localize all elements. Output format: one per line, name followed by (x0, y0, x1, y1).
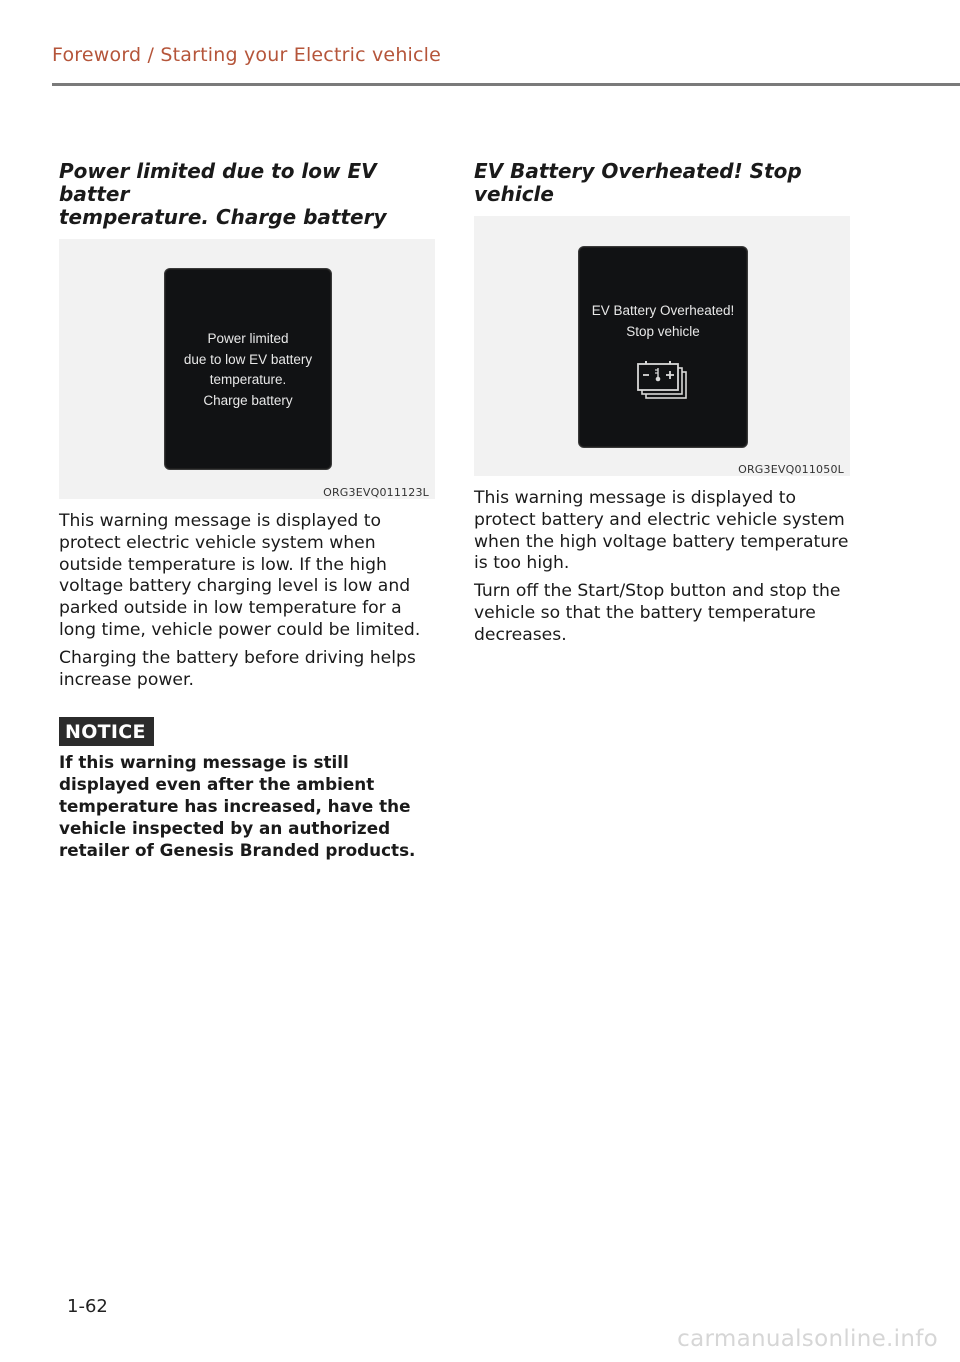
display-line: Stop vehicle (626, 323, 700, 339)
display-line: Power limited (207, 331, 289, 346)
display-message (579, 301, 747, 342)
heading-line-1: EV Battery Overheated! Stop vehicle (474, 159, 802, 206)
section-heading-battery-overheated (474, 160, 850, 206)
paragraph: This warning message is displayed to protect electric vehicle system when outside temperature is low. If the high voltage battery charging level is low and parked outside in low temperature for a long time, vehicle power could be limited. (59, 511, 421, 640)
watermark: carmanualsonline.info (677, 1326, 938, 1352)
notice-badge: NOTICE (59, 717, 154, 746)
display-message (165, 329, 331, 411)
figure-power-limited (59, 239, 435, 499)
cluster-display (164, 268, 332, 470)
paragraph: This warning message is displayed to protect battery and electric vehicle system when the high voltage battery temperature is too high. (474, 488, 849, 574)
paragraph: Charging the battery before driving helps increase power. (59, 647, 416, 690)
heading-line-2: temperature. Charge battery (59, 205, 387, 229)
heading-line-1: Power limited due to low EV batter (59, 159, 377, 206)
display-line: due to low EV battery (183, 351, 313, 367)
display-line: Charge battery (203, 392, 293, 408)
notice-text: If this warning message is still displayed even after the ambient temperature has increased, have the vehicle inspected by an authorized retailer of Genesis Branded products. (59, 752, 416, 860)
page-number: 1-62 (67, 1296, 108, 1317)
figure-code: ORG3EVQ011123L (323, 486, 429, 499)
figure-battery-overheated (474, 216, 850, 476)
left-column (59, 160, 435, 878)
figure-code: ORG3EVQ011050L (738, 463, 844, 476)
display-line: temperature. (209, 372, 287, 387)
cluster-display (578, 246, 748, 448)
header-title: Foreword / Starting your Electric vehicle (52, 44, 442, 66)
battery-overheat-icon (636, 360, 692, 402)
display-line: EV Battery Overheated! (591, 303, 735, 318)
header-divider (52, 83, 960, 86)
paragraph: Turn off the Start/Stop button and stop the vehicle so that the battery temperature decreases. (474, 581, 841, 645)
right-column (474, 160, 850, 647)
section-heading-power-limited (59, 160, 435, 229)
